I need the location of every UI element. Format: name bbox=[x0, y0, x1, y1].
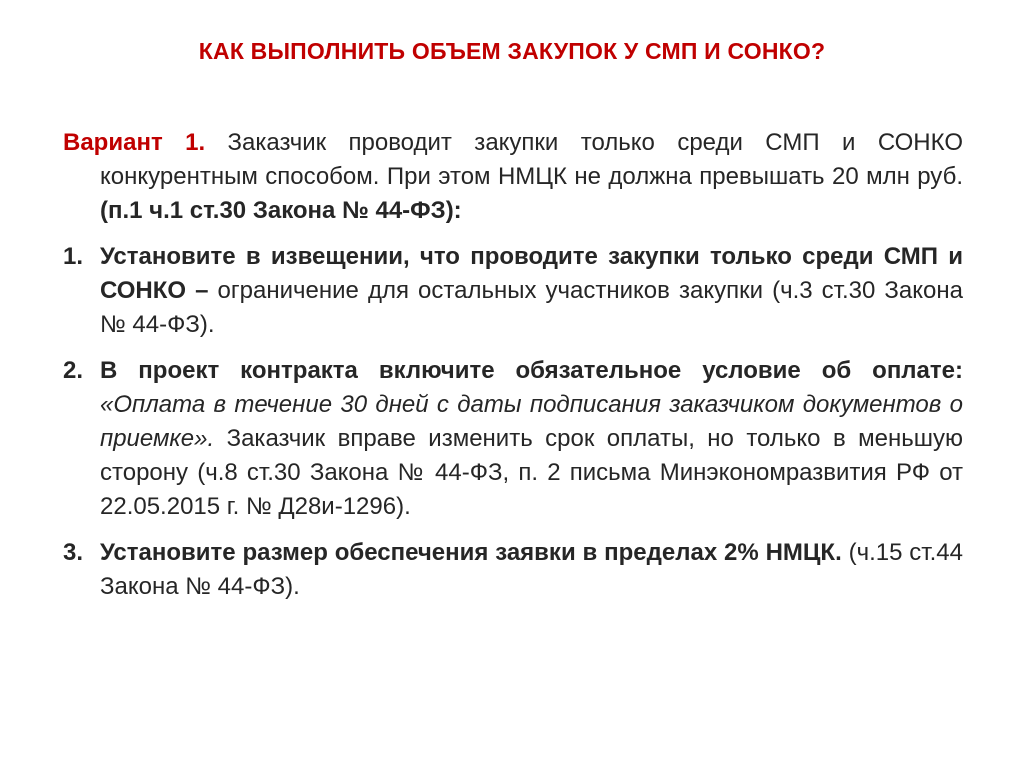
list-item-bold-text: В проект контракта включите обязательное условие об оплате: bbox=[100, 357, 963, 384]
list-item-number: 1. bbox=[63, 243, 84, 270]
slide-title: КАК ВЫПОЛНИТЬ ОБЪЕМ ЗАКУПОК У СМП И СОНКО? bbox=[198, 38, 826, 64]
list-item-italic-text: «Оплата в течение 30 дней с даты подписания заказчиком документов о приемке». bbox=[100, 391, 963, 452]
list-item-bold-text: Установите размер обеспечения заявки в пределах 2% НМЦК. bbox=[100, 539, 842, 566]
list-item-text: ограничение для остальных участников закупки (ч.3 ст.30 Закона № 44-ФЗ). bbox=[100, 277, 963, 338]
variant-paragraph bbox=[63, 126, 963, 228]
list-item-2 bbox=[63, 354, 963, 524]
variant-reference: (п.1 ч.1 ст.30 Закона № 44-ФЗ): bbox=[100, 197, 462, 224]
list-item-number: 3. bbox=[63, 539, 84, 566]
list-item-text: Заказчик вправе изменить срок оплаты, но только в меньшую сторону (ч.8 ст.30 Закона № 44-ФЗ, п. 2 письма Минэкономразвития РФ от 22.05.2015 г. № Д28и-1296). bbox=[100, 425, 963, 520]
variant-text: Заказчик проводит закупки только среди СМП и СОНКО конкурентным способом. При этом НМЦК не должна превышать 20 млн руб. bbox=[100, 129, 964, 190]
list-item-text: (ч.15 ст.44 Закона № 44-ФЗ). bbox=[100, 539, 964, 600]
variant-label: Вариант 1. bbox=[63, 129, 206, 156]
list-item-1 bbox=[63, 240, 963, 342]
list-item-bold-text: Установите в извещении, что проводите закупки только среди СМП и СОНКО – bbox=[100, 243, 963, 304]
slide-body bbox=[63, 126, 963, 616]
list-item-number: 2. bbox=[63, 357, 84, 384]
list-item-3 bbox=[63, 536, 963, 604]
